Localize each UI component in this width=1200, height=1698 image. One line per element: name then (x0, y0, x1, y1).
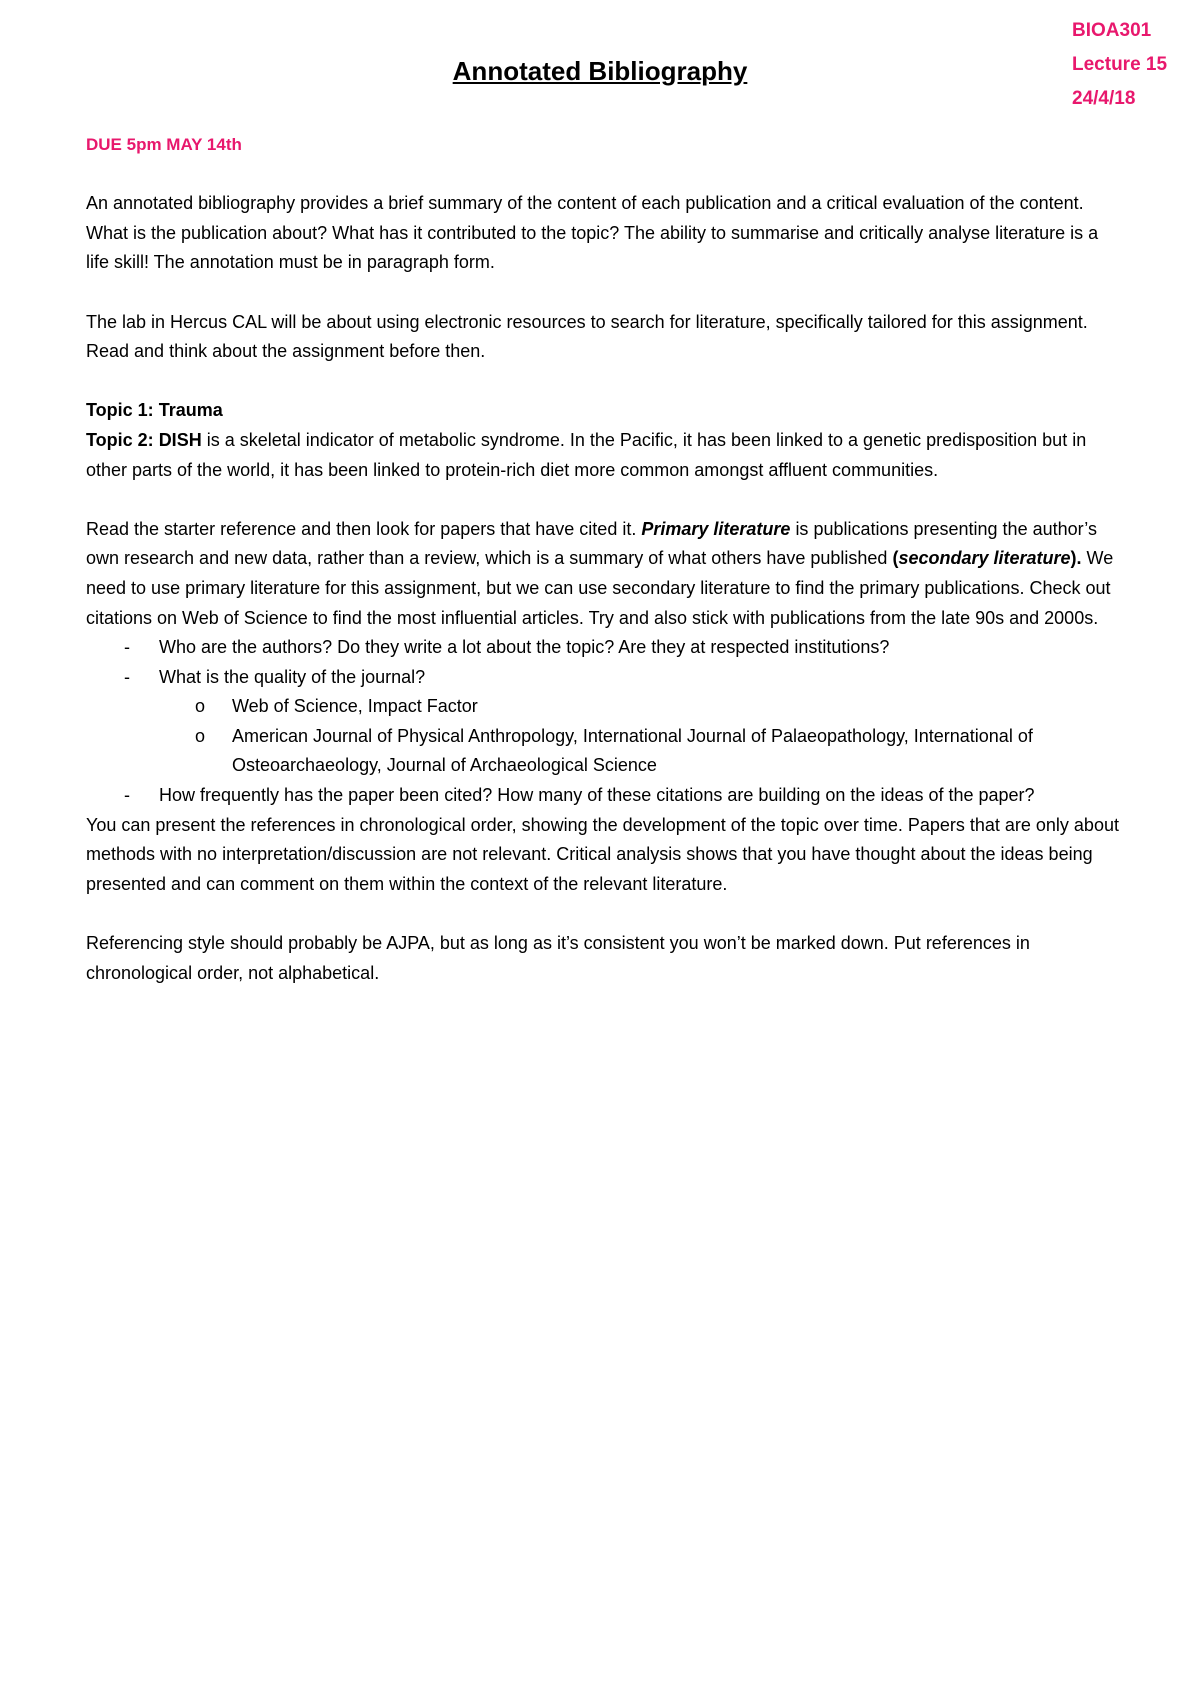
dash-bullet-icon: - (124, 785, 130, 806)
due-date: DUE 5pm MAY 14th (86, 135, 242, 154)
page-title: Annotated Bibliography (452, 56, 748, 86)
topic-2 (86, 426, 1126, 485)
topic-1-text: Trauma (158, 400, 223, 421)
list-item-text: American Journal of Physical Anthropology, International Journal of Palaeopathology, International of Osteoarchaeology, Journal of Archaeological Science (232, 725, 1033, 776)
circle-bullet-icon: o (195, 696, 206, 717)
list-item-text: Who are the authors? Do they write a lot about the topic? Are they at respected institutions? (159, 637, 890, 658)
secondary-literature-term: secondary literature (898, 548, 1071, 569)
list-item (86, 633, 1126, 663)
list-item (86, 663, 1126, 781)
list-item (159, 722, 1126, 781)
reading-part-3: We need to use primary literature for this assignment, but we can use secondary literature to find the primary publications. Check out citations on Web of Science to find the most influential articles. Try and also stick with publications from the late 90s and 2000s. (86, 548, 1114, 628)
topic-2-label: Topic 2: (86, 429, 154, 450)
reading-part-2: is publications presenting the author’s own research and new data, rather than a review, which is a summary of what others have published (86, 518, 1097, 569)
topic-1-label: Topic 1: (86, 400, 154, 421)
topic-1 (86, 396, 1126, 426)
close-paren: ). (1070, 548, 1082, 569)
open-paren: ( (892, 548, 899, 569)
dash-bullet-icon: - (124, 666, 130, 687)
topic-2-text: is a skeletal indicator of metabolic syndrome. In the Pacific, it has been linked to a genetic predisposition but in other parts of the world, it has been linked to protein-rich diet more common amongst affluent communities. (86, 429, 1087, 480)
chronology-paragraph: You can present the references in chronological order, showing the development of the topic over time. Papers that are only about methods with no interpretation/discussion are not relevant. Critical analysis shows that you have thought about the ideas being presented and can comment on them within the context of the relevant literature. (86, 814, 1119, 894)
document-body (86, 130, 1126, 988)
lab-paragraph: The lab in Hercus CAL will be about using electronic resources to search for literature, specifically tailored for this assignment. Read and think about the assignment before then. (86, 311, 1088, 362)
list-item-text: How frequently has the paper been cited? How many of these citations are building on the ideas of the paper? (159, 785, 1035, 806)
primary-literature-term: Primary literature (641, 518, 791, 539)
intro-paragraph: An annotated bibliography provides a brief summary of the content of each publication and a critical evaluation of the content. What is the publication about? What has it contributed to the topic? The ability to summarise and critically analyse literature is a life skill! The annotation must be in paragraph form. (86, 193, 1099, 273)
list-item-text: What is the quality of the journal? (159, 666, 426, 687)
dash-bullet-icon: - (124, 637, 130, 658)
topic-2-term: DISH (158, 429, 202, 450)
circle-bullet-icon: o (195, 725, 206, 746)
list-item (159, 692, 1126, 722)
journal-sublist (159, 692, 1126, 781)
referencing-paragraph: Referencing style should probably be AJPA, but as long as it’s consistent you won’t be marked down. Put references in chronological order, not alphabetical. (86, 933, 1030, 983)
course-code: BIOA301 (1072, 20, 1152, 41)
lecture-number: Lecture 15 (1072, 54, 1168, 75)
reading-part-1: Read the starter reference and then look for papers that have cited it. (86, 518, 637, 539)
criteria-list (86, 633, 1126, 811)
list-item (86, 781, 1126, 811)
reading-paragraph (86, 515, 1126, 633)
list-item-text: Web of Science, Impact Factor (232, 696, 478, 717)
lecture-date: 24/4/18 (1072, 88, 1136, 109)
